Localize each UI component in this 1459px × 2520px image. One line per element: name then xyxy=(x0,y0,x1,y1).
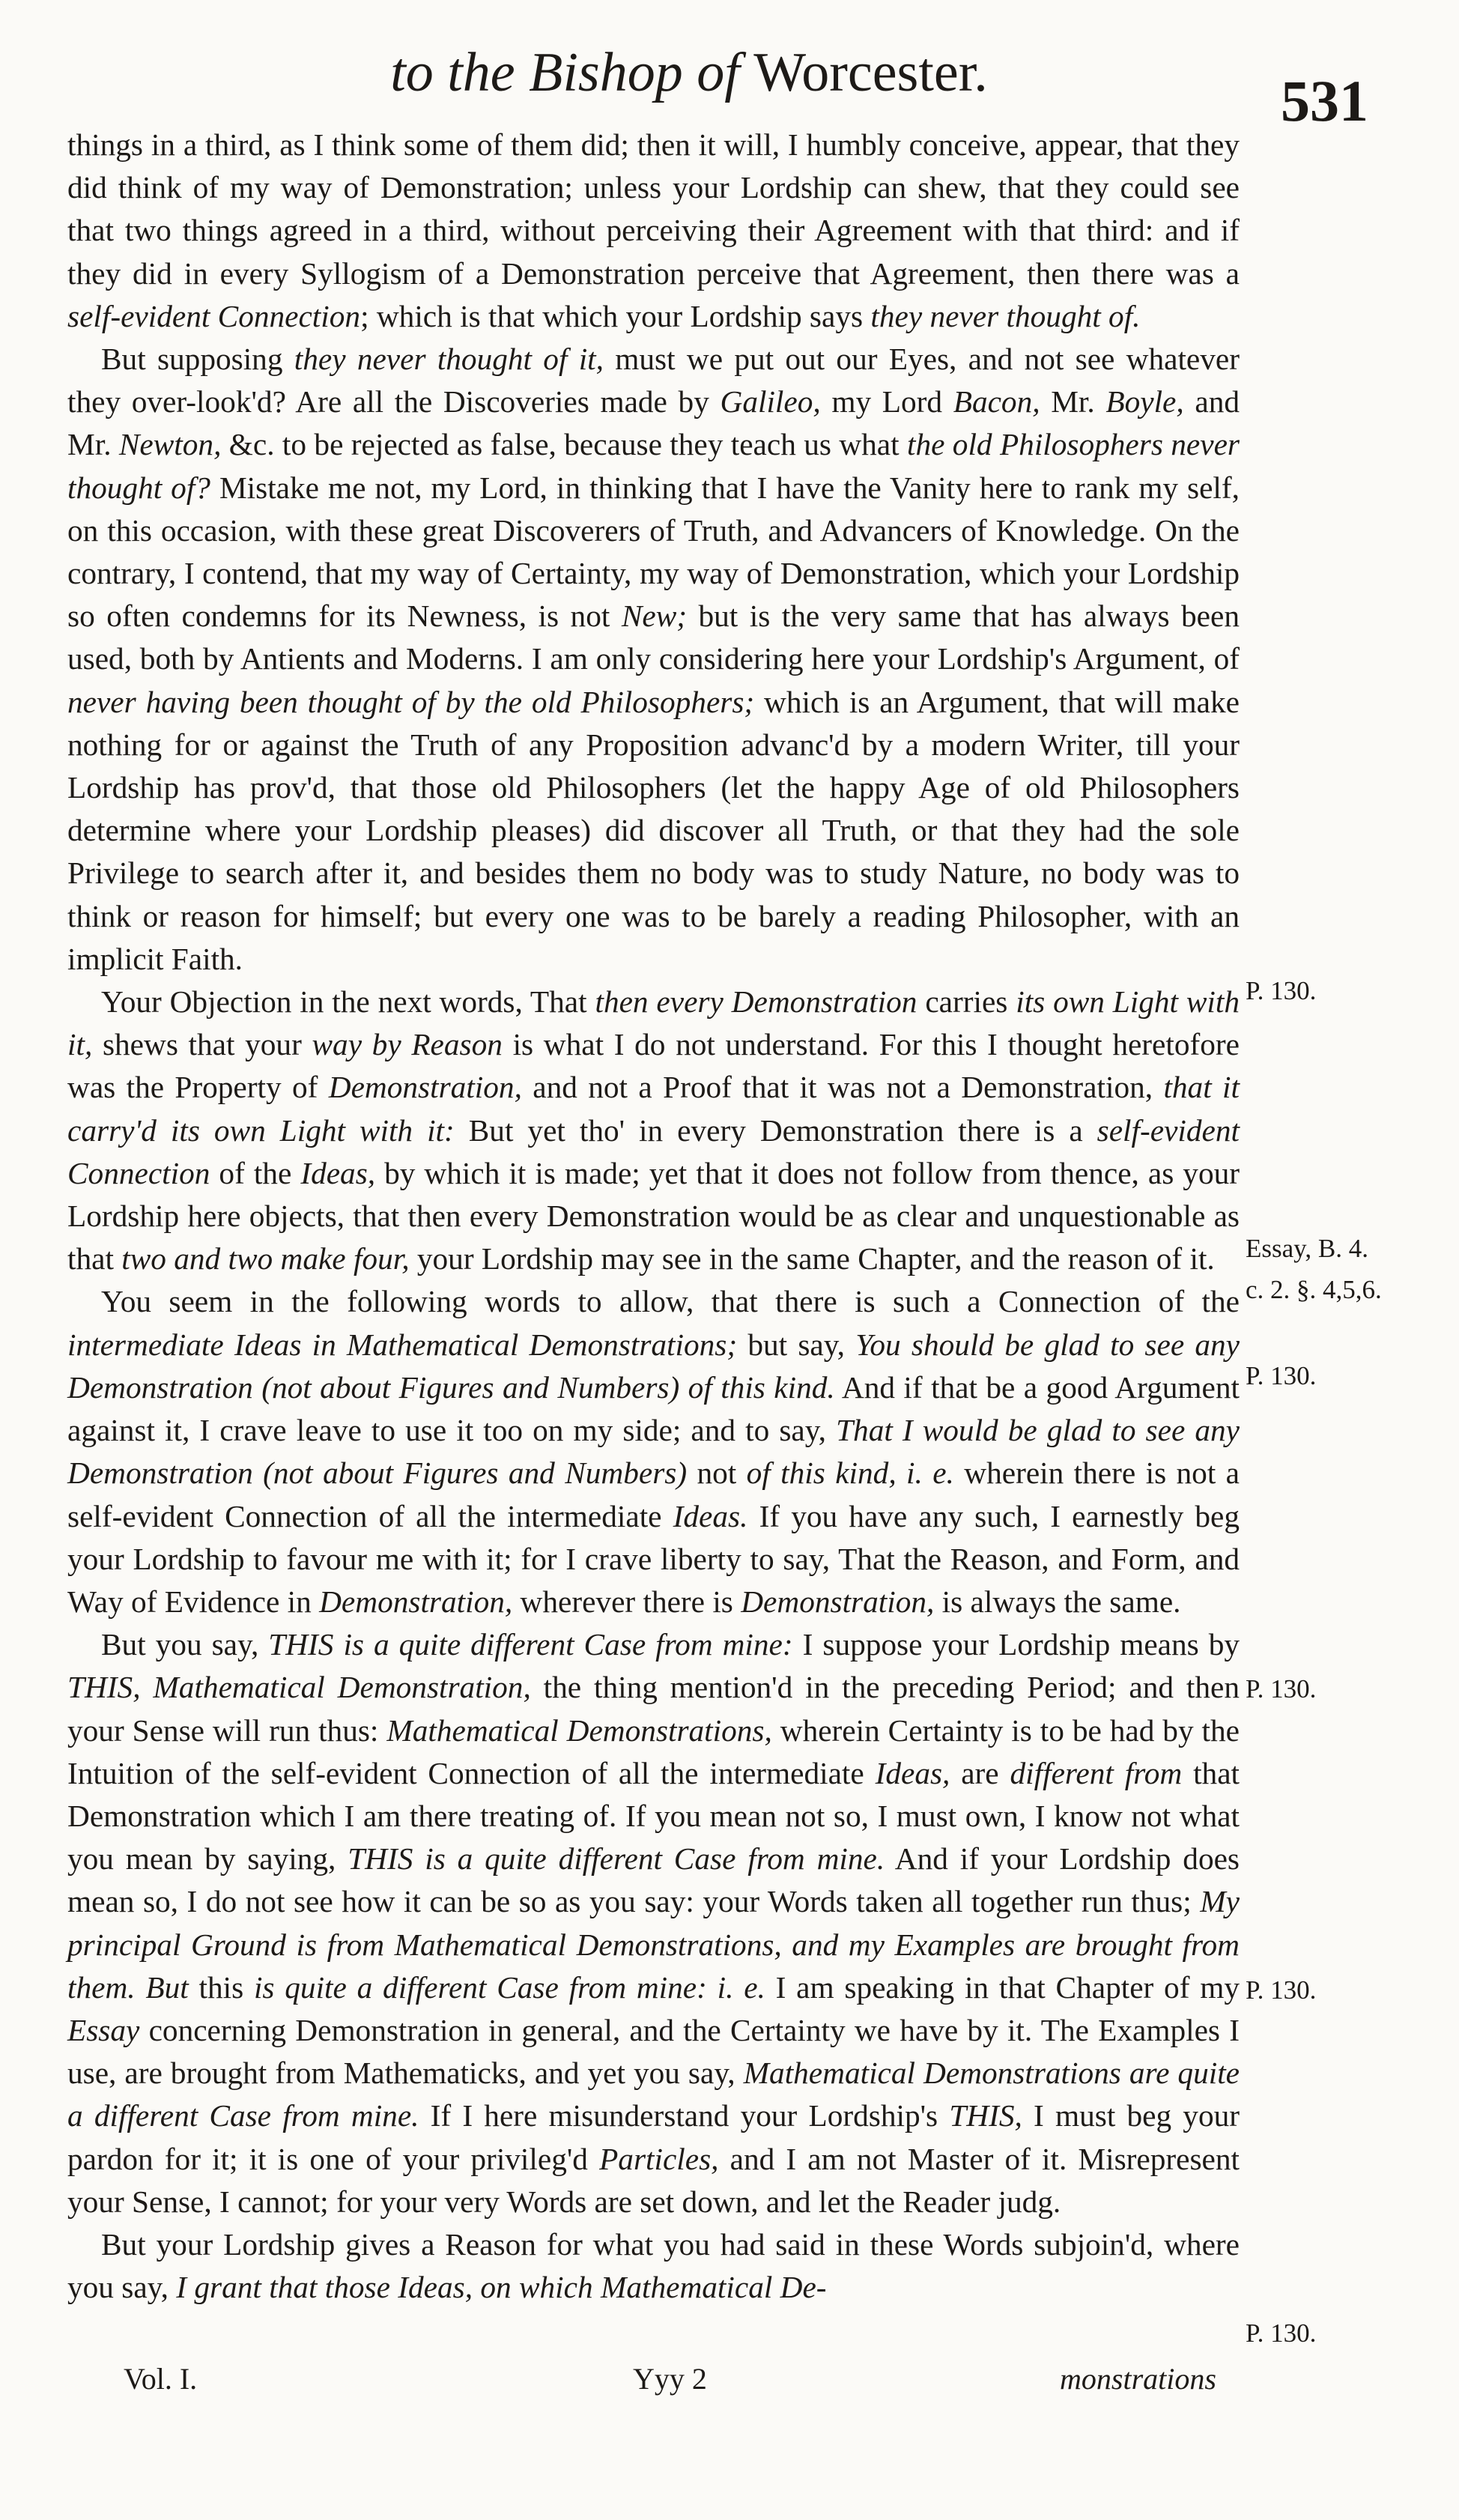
text-run: this xyxy=(188,1969,254,2005)
text-run: and not a Proof that it was not a Demonstration, xyxy=(521,1070,1164,1105)
body-text xyxy=(67,124,1240,2309)
text-run: If I here misunderstand your Lordship's xyxy=(419,2098,950,2133)
catchword: monstrations xyxy=(1060,2362,1216,2396)
italic-run: way by Reason xyxy=(312,1027,503,1062)
margin-note: Essay, B. 4. xyxy=(1246,1234,1368,1263)
text-run: But you say, xyxy=(101,1627,269,1662)
italic-run: Demonstration, xyxy=(741,1584,935,1619)
text-run: I must beg your pardon for it; it is one of your privileg'd xyxy=(67,2098,1240,2176)
italic-run: Mathematical Demonstrations, xyxy=(386,1712,772,1748)
italic-run: Ideas. xyxy=(673,1498,748,1533)
running-head xyxy=(277,41,1101,105)
margin-note: c. 2. §. 4,5,6. xyxy=(1246,1275,1382,1304)
italic-run: You should be glad to see any Demonstration (not about Figures and Numbers) of this kind. xyxy=(67,1327,1240,1405)
italic-run: self-evident Connection xyxy=(67,1112,1240,1190)
italic-run: I grant that those Ideas, on which Mathematical De- xyxy=(176,2270,827,2305)
italic-run: the old Philosophers never thought of? xyxy=(67,427,1240,505)
text-run: Mr. xyxy=(1040,384,1106,420)
paragraph xyxy=(67,124,1240,338)
text-run: must we put out our Eyes, and not see whatever they over-look'd? Are all the Discoveries made by xyxy=(67,342,1240,420)
italic-run: its own Light with it, xyxy=(67,984,1240,1062)
text-run: And if that be a good Argument against it, I crave leave to use it too on my side; and to say, xyxy=(67,1369,1240,1448)
text-run: but is the very same that has always been used, both by Antients and Moderns. I am only considering here your Lordship's Argument, of xyxy=(67,599,1240,676)
text-run: and Mr. xyxy=(67,384,1240,462)
italic-run: THIS is a quite different Case from mine: xyxy=(268,1627,793,1662)
italic-run: Boyle, xyxy=(1105,384,1184,420)
text-run: ; which is that which your Lordship says xyxy=(360,298,871,333)
text-run: your Lordship may see in the same Chapter, and the reason of it. xyxy=(409,1241,1215,1276)
italic-run: they never thought of. xyxy=(870,298,1141,333)
text-run: &c. to be rejected as false, because they teach us what xyxy=(221,427,907,462)
text-run: But yet tho' in every Demonstration there is a xyxy=(454,1112,1097,1148)
signature-mark: Yyy 2 xyxy=(633,2362,707,2396)
italic-run: Demonstration, xyxy=(328,1070,522,1105)
text-run: If you have any such, I earnestly beg your Lordship to favour me with it; for I crave liberty to say, That the Reason, and Form, and Way of Evidence in xyxy=(67,1498,1240,1619)
italic-run: Galileo, xyxy=(720,384,821,420)
text-run: Mistake me not, my Lord, in thinking that I have the Vanity here to rank my self, on this occasion, with these great Discoverers of Truth, and Advancers of Knowledge. On the contrary, I contend, that my way of Certainty, my way of Demonstration, which your Lordship so often condemns for its Newness, is not xyxy=(67,470,1240,634)
italic-run: different from xyxy=(1010,1755,1183,1790)
text-run: are xyxy=(950,1755,1010,1790)
margin-note: P. 130. xyxy=(1246,2318,1317,2348)
italic-run: Ideas, xyxy=(875,1755,950,1790)
text-run: by which it is made; yet that it does not follow from thence, as your Lordship here objects, that then every Demonstration would be as clear and unquestionable as that xyxy=(67,1155,1240,1276)
margin-note: P. 130. xyxy=(1246,1361,1317,1390)
paragraph xyxy=(67,1280,1240,1623)
italic-run: intermediate Ideas in Mathematical Demonstrations; xyxy=(67,1327,738,1362)
italic-run: Particles, xyxy=(599,2141,719,2176)
text-run: of the xyxy=(210,1155,301,1190)
italic-run: then every Demonstration xyxy=(595,984,917,1020)
italic-run: they never thought of it, xyxy=(294,342,604,377)
text-run: that Demonstration which I am there treating of. If you mean not so, I must own, I know not what you mean by saying, xyxy=(67,1755,1240,1877)
italic-run: Mathematical Demonstrations are quite a different Case from mine. xyxy=(67,2056,1240,2133)
text-run: Your Objection in the next words, That xyxy=(101,984,595,1020)
italic-run: never having been thought of by the old Philosophers; xyxy=(67,684,755,719)
text-run: But supposing xyxy=(101,342,294,377)
italic-run: My principal Ground is from Mathematical Demonstrations, and my Examples are brought from them. But xyxy=(67,1884,1240,2005)
text-run: which is an Argument, that will make nothing for or against the Truth of any Proposition advanc'd by a modern Writer, till your Lordship has prov'd, that those old Philosophers (let the happy Age of old Philosophers determine where your Lordship pleases) did discover all Truth, or that they had the sole Privilege to search after it, and besides them no body was to study Nature, no body was to think or reason for himself; but every one was to be barely a reading Philosopher, with an implicit Faith. xyxy=(67,684,1240,976)
text-run: and I am not Master of it. Misrepresent your Sense, I cannot; for your very Words are set down, and let the Reader judg. xyxy=(67,2141,1240,2219)
text-run: You seem in the following words to allow, that there is such a Connection of the xyxy=(101,1284,1240,1319)
margin-note: P. 130. xyxy=(1246,976,1317,1005)
text-run: I am speaking in that Chapter of my xyxy=(765,1969,1240,2005)
italic-run: that it carry'd its own Light with it: xyxy=(67,1070,1240,1148)
text-run: wherein Certainty is to be had by the Intuition of the self-evident Connection of all the intermediate xyxy=(67,1712,1240,1790)
running-head-italic: to the Bishop of xyxy=(390,42,740,103)
text-run: not xyxy=(687,1456,747,1491)
text-run: wherein there is not a self-evident Connection of all the intermediate xyxy=(67,1456,1240,1533)
text-run: And if your Lordship does mean so, I do not see how it can be so as you say: your Words taken all together run thus; xyxy=(67,1841,1240,1919)
text-run: but say, xyxy=(737,1327,856,1362)
italic-run: Newton, xyxy=(118,427,222,462)
italic-run: Ideas, xyxy=(300,1155,376,1190)
margin-note: P. 130. xyxy=(1246,1674,1317,1703)
text-run: my Lord xyxy=(820,384,953,420)
italic-run: Bacon, xyxy=(953,384,1040,420)
text-run: shews that your xyxy=(92,1027,312,1062)
text-run: wherever there is xyxy=(512,1584,741,1619)
text-run: But your Lordship gives a Reason for what you had said in these Words subjoin'd, where you say, xyxy=(67,2226,1240,2305)
text-run: is what I do not understand. For this I thought heretofore was the Property of xyxy=(67,1027,1240,1105)
italic-run: THIS is a quite different Case from mine. xyxy=(348,1841,885,1877)
page-footer xyxy=(0,2361,1459,2406)
italic-run: That I would be glad to see any Demonstration (not about Figures and Numbers) xyxy=(67,1413,1240,1491)
italic-run: THIS, Mathematical Demonstration, xyxy=(67,1670,531,1705)
italic-run: Demonstration, xyxy=(319,1584,513,1619)
italic-run: Essay xyxy=(67,2012,140,2047)
page-number: 531 xyxy=(1281,68,1368,133)
italic-run: THIS, xyxy=(949,2098,1022,2133)
italic-run: of this kind, i. e. xyxy=(746,1456,954,1491)
text-run: concerning Demonstration in general, and the Certainty we have by it. The Examples I use, are brought from Mathematicks, and yet you say, xyxy=(67,2012,1240,2091)
paragraph xyxy=(67,2223,1240,2309)
text-run: the thing mention'd in the preceding Period; and then your Sense will run thus: xyxy=(67,1670,1240,1748)
margin-note: P. 130. xyxy=(1246,1975,1317,2005)
running-head-roman: Worcester. xyxy=(753,42,988,103)
italic-run: two and two make four, xyxy=(121,1241,410,1276)
volume-label: Vol. I. xyxy=(124,2362,198,2396)
italic-run: self-evident Connection xyxy=(67,298,361,333)
paragraph xyxy=(67,981,1240,1280)
text-run: is always the same. xyxy=(934,1584,1181,1619)
italic-run: is quite a different Case from mine: i. e. xyxy=(253,1969,765,2005)
italic-run: New; xyxy=(621,599,687,634)
text-run: I suppose your Lordship means by xyxy=(792,1627,1240,1662)
paragraph xyxy=(67,1623,1240,2223)
text-run: carries xyxy=(917,984,1016,1020)
text-run: things in a third, as I think some of them did; then it will, I humbly conceive, appear, that they did think of my way of Demonstration; unless your Lordship can shew, that they could see that two things agreed in a third, without perceiving their Agreement with that third: and if they did in every Syllogism of a Demonstration perceive that Agreement, then there was a xyxy=(67,127,1240,291)
paragraph xyxy=(67,338,1240,981)
